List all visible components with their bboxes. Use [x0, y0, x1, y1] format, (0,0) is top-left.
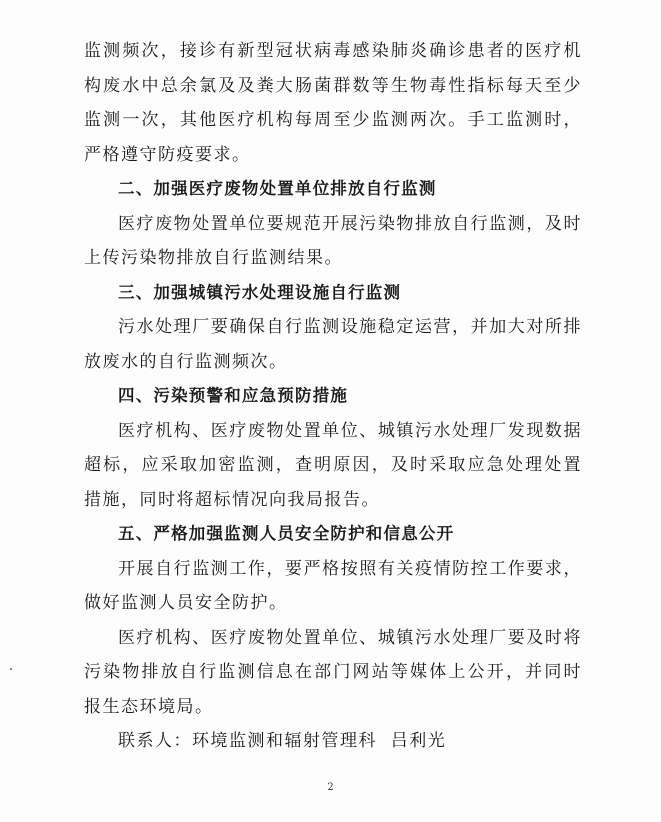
section-3-heading: 三、加强城镇污水处理设施自行监测 [118, 282, 402, 302]
section-2-heading: 二、加强医疗废物处置单位排放自行监测 [118, 179, 437, 198]
page-number: 2 [327, 782, 334, 793]
section-4-heading: 四、污染预警和应急预防措施 [118, 386, 349, 405]
section-2-body: 医疗废物处置单位要规范开展污染物排放自行监测，及时上传污染物排放自行监测结果。 [84, 213, 582, 268]
scan-speck [10, 668, 12, 670]
paragraph-monitoring-frequency: 监测频次，接诊有新型冠状病毒感染肺炎确诊患者的医疗机构废水中总余氯及及粪大肠菌群数等生物毒性指标每天至少监测一次，其他医疗机构每周至少监测两次。手工监测时，严格遵守防疫要求。 [84, 41, 582, 165]
section-3-body: 污水处理厂要确保自行监测设施稳定运营，并加大对所排放废水的自行监测频次。 [84, 317, 582, 372]
section-4-body: 医疗机构、医疗废物处置单位、城镇污水处理厂发现数据超标，应采取加密监测，查明原因，及时采取应急处理处置措施，同时将超标情况向我局报告。 [84, 420, 582, 510]
section-5-body-1: 开展自行监测工作，要严格按照有关疫情防控工作要求，做好监测人员安全防护。 [84, 558, 582, 613]
section-5-heading: 五、严格加强监测人员安全防护和信息公开 [118, 524, 455, 543]
contact-line: 联系人：环境监测和辐射管理科 吕利光 [118, 731, 447, 751]
document-body [84, 34, 582, 759]
section-5-body-2: 医疗机构、医疗废物处置单位、城镇污水处理厂要及时将污染物排放自行监测信息在部门网站等媒体上公开，并同时报生态环境局。 [84, 627, 582, 717]
